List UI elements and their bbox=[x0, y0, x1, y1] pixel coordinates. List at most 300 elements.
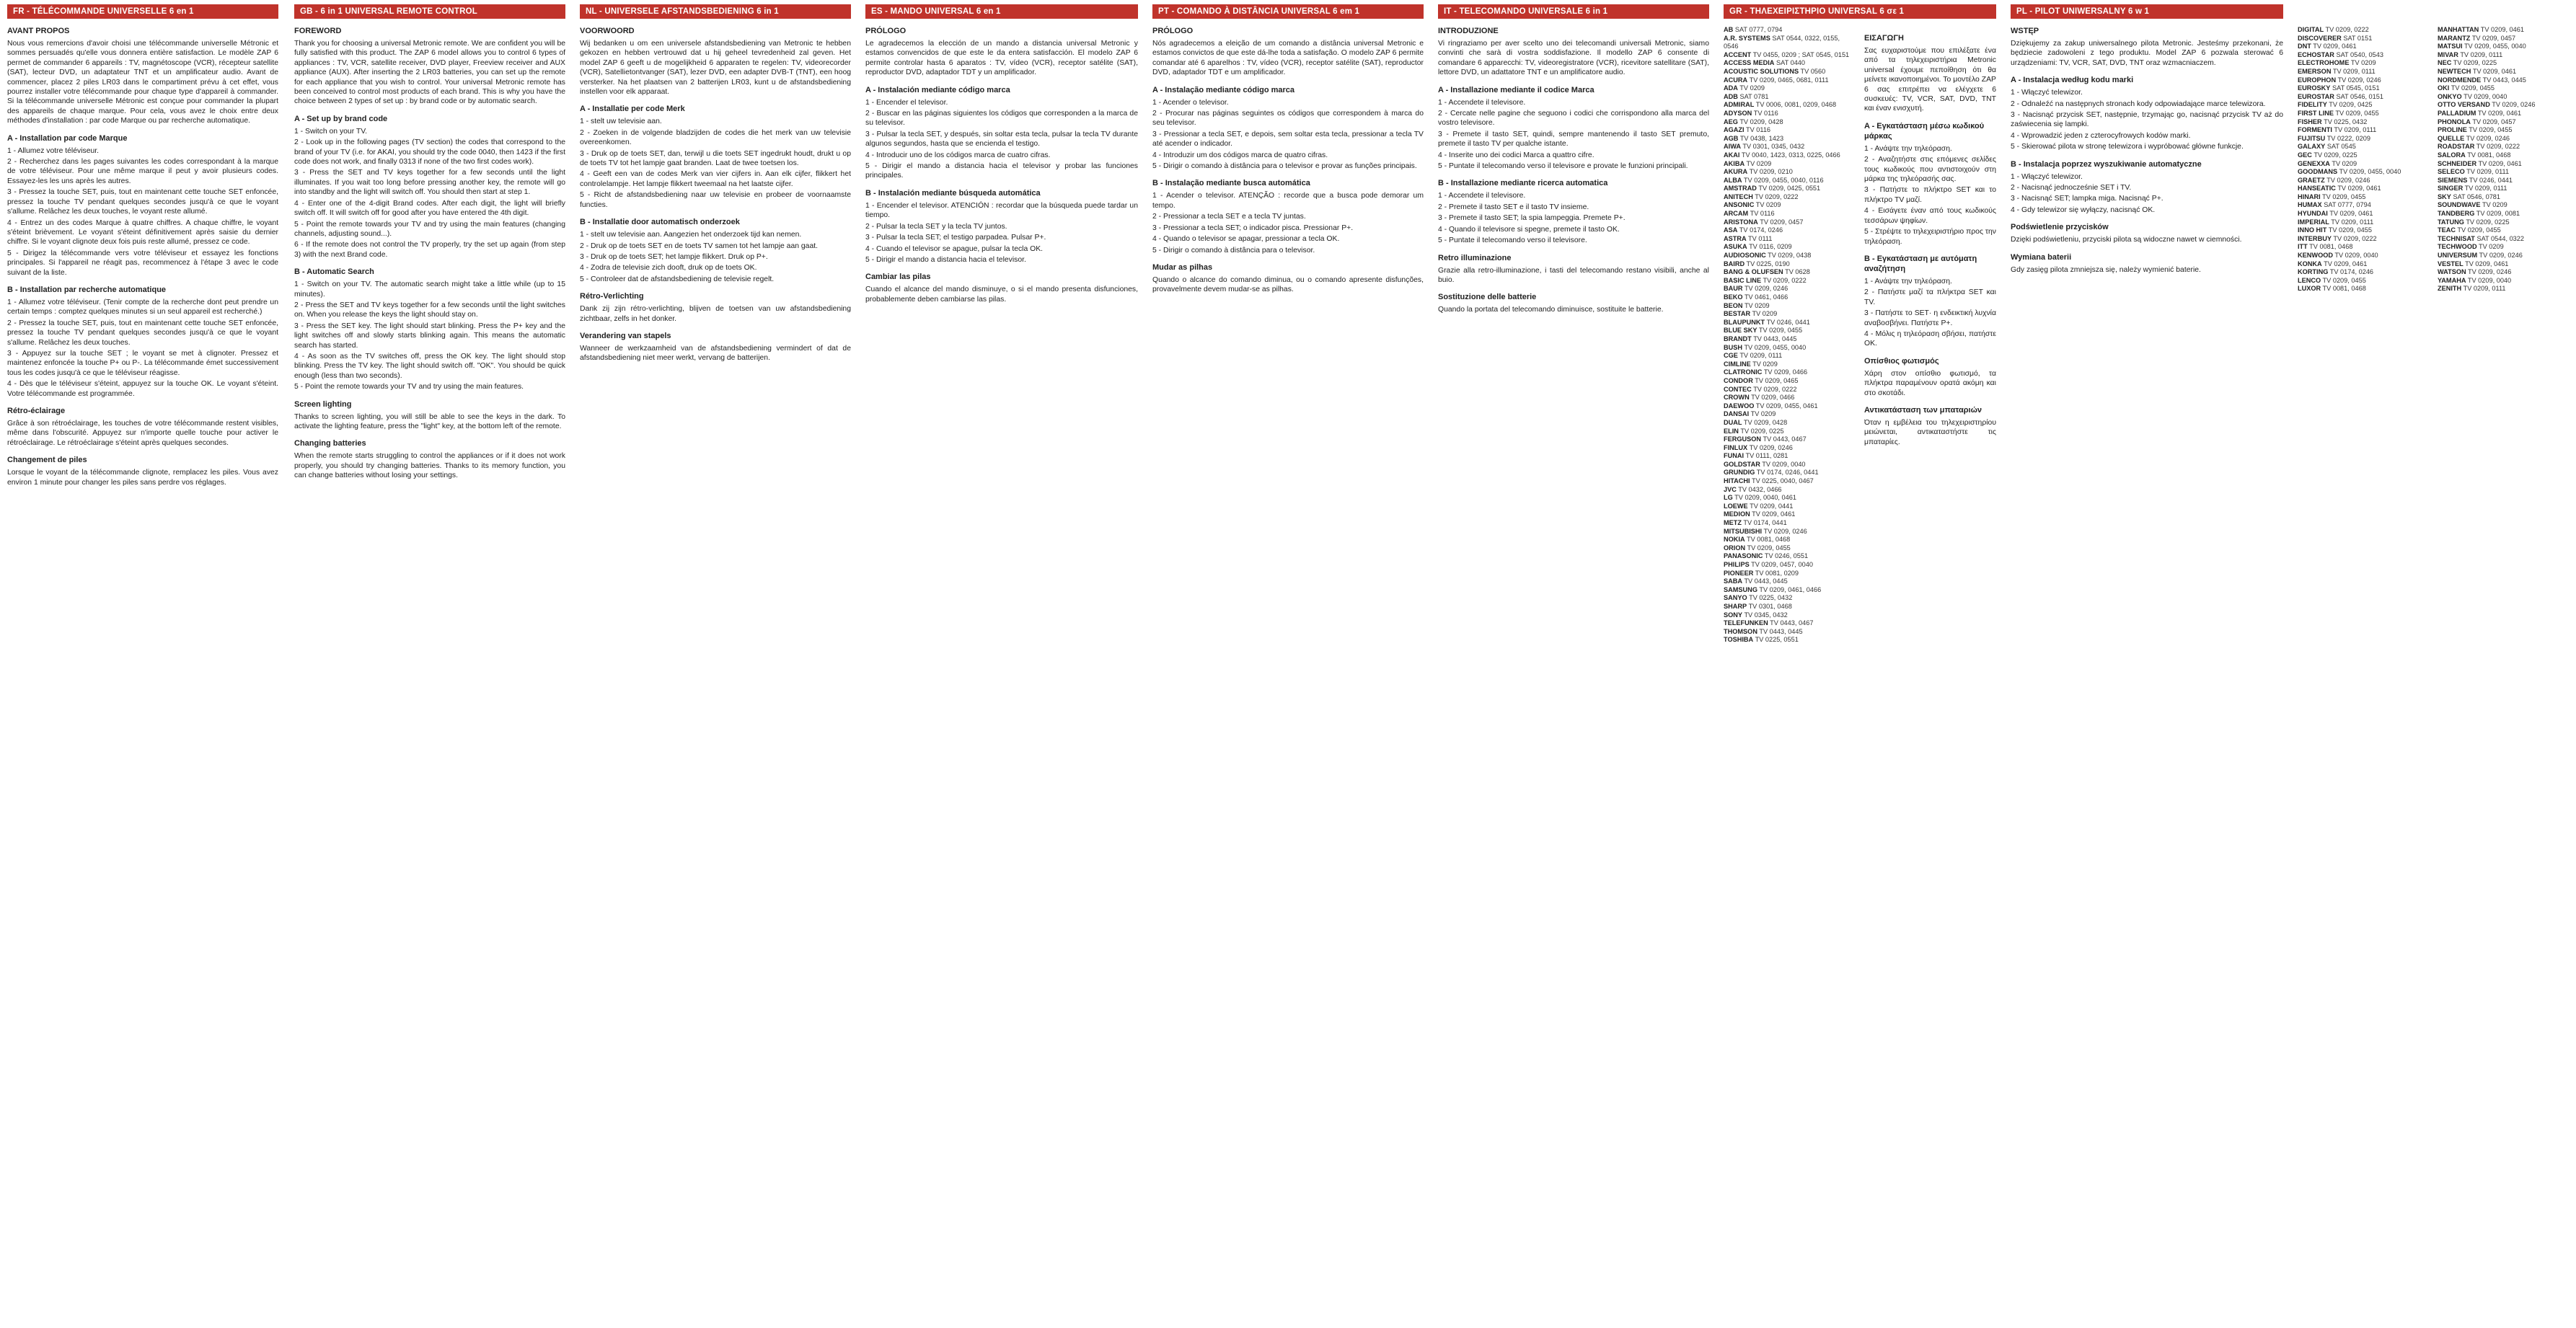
paragraph: 2 - Press the SET and TV keys together for a few seconds until the light switches on. When you release the keys the light should stay on. bbox=[294, 301, 565, 319]
brand-codes: TV 0438, 1423 bbox=[1739, 134, 1784, 142]
brand-code-entry bbox=[2298, 151, 2429, 160]
brand-name: LUXOR bbox=[2298, 285, 2321, 293]
column-header: PL - PILOT UNIWERSALNY 6 w 1 bbox=[2011, 4, 2283, 19]
paragraph: 2 - Zoeken in de volgende bladzijden de codes die het merk van uw televisie overeenkomen. bbox=[580, 128, 851, 147]
brand-codes: TV 0174, 0246, 0441 bbox=[1756, 469, 1819, 477]
brand-codes: TV 0301, 0468 bbox=[1748, 602, 1792, 610]
section-title: B - Instalación mediante búsqueda automática bbox=[865, 188, 1041, 198]
brand-name: HYUNDAI bbox=[2298, 210, 2328, 218]
brand-code-entry bbox=[1724, 51, 1856, 60]
brand-code-entry bbox=[1724, 310, 1856, 319]
brand-code-entry bbox=[1724, 76, 1856, 85]
brand-code-entry bbox=[1724, 368, 1856, 377]
brand-code-entry bbox=[1724, 302, 1856, 311]
brand-code-entry bbox=[1724, 118, 1856, 127]
column-pl bbox=[2003, 0, 2290, 1328]
brand-name: AGAZI bbox=[1724, 126, 1744, 134]
brand-name: YAMAHA bbox=[2438, 276, 2466, 284]
brand-code-entry bbox=[2438, 84, 2569, 93]
section-title: AVANT PROPOS bbox=[7, 27, 70, 35]
brand-code-entry bbox=[1724, 469, 1856, 477]
paragraph: 1 - stelt uw televisie aan. Aangezien het onderzoek tijd kan nemen. bbox=[580, 231, 802, 239]
brand-codes: TV 0209, 0457, 0040 bbox=[1751, 561, 1813, 568]
brand-name: SALORA bbox=[2438, 151, 2466, 159]
brand-codes: TV 0209, 0466 bbox=[1751, 394, 1795, 402]
brand-name: PANASONIC bbox=[1724, 552, 1763, 560]
brand-codes: SAT 0440 bbox=[1776, 59, 1806, 67]
brand-codes: TV 0246, 0441 bbox=[2469, 176, 2513, 184]
instructions-text bbox=[1864, 26, 1996, 645]
paragraph: 2 - Pulsar la tecla SET y la tecla TV juntos. bbox=[865, 222, 1007, 231]
brand-code-entry bbox=[2298, 185, 2429, 193]
brand-code-entry bbox=[2298, 218, 2429, 227]
brand-codes: TV 0174, 0441 bbox=[1743, 519, 1787, 527]
paragraph: 4 - Geeft een van de codes Merk van vier cijfers in. Aan elk cijfer, flikkert het controlelampje. Het lampje flikkert tweemaal na het laatste cijfer. bbox=[580, 170, 851, 188]
section-title: Mudar as pilhas bbox=[1152, 262, 1213, 272]
brand-code-entry bbox=[2438, 160, 2569, 169]
brand-name: PIONEER bbox=[1724, 569, 1754, 577]
brand-code-entry bbox=[1724, 285, 1856, 293]
brand-code-entry bbox=[2298, 43, 2429, 51]
brand-codes: TV 0081, 0468 bbox=[2467, 151, 2511, 159]
brand-name: DISCOVERER bbox=[2298, 34, 2342, 42]
section-title: INTRODUZIONE bbox=[1438, 27, 1499, 35]
brand-code-entry bbox=[2438, 218, 2569, 227]
brand-name: JVC bbox=[1724, 485, 1737, 493]
brand-name: NOKIA bbox=[1724, 536, 1745, 544]
brand-name: HITACHI bbox=[1724, 477, 1750, 485]
brand-name: SAMSUNG bbox=[1724, 585, 1757, 593]
section-title: B - Instalacja poprzez wyszukiwanie automatyczne bbox=[2011, 159, 2202, 169]
brand-code-entry bbox=[1724, 528, 1856, 536]
brand-name: VESTEL bbox=[2438, 260, 2463, 267]
brand-code-entry bbox=[1724, 586, 1856, 595]
brand-code-entry bbox=[2298, 252, 2429, 260]
section-title: B - Instalação mediante busca automática bbox=[1152, 179, 1310, 188]
brand-code-entry bbox=[1724, 110, 1856, 118]
brand-codes: SAT 0151 bbox=[2343, 34, 2373, 42]
brand-codes: TV 0345, 0432 bbox=[1744, 611, 1788, 619]
brand-codes: TV 0225, 0190 bbox=[1746, 260, 1790, 267]
paragraph: When the remote starts struggling to control the appliances or if it does not work properly, you should try changing batteries. Thanks to its memory function, you can change batteries without losing your settings. bbox=[294, 452, 565, 480]
brand-code-entry bbox=[2298, 126, 2429, 135]
brand-name: FUJITSU bbox=[2298, 134, 2326, 142]
brand-code-entry bbox=[1724, 135, 1856, 143]
brand-code-entry bbox=[1724, 93, 1856, 102]
brand-codes: SAT 0781 bbox=[1739, 92, 1769, 100]
column-header: ES - MANDO UNIVERSAL 6 en 1 bbox=[865, 4, 1138, 19]
brand-code-entry bbox=[1724, 235, 1856, 244]
section-title: B - Installazione mediante ricerca automatica bbox=[1438, 179, 1608, 188]
brand-code-entry bbox=[1724, 360, 1856, 369]
brand-codes: TV 0443, 0445 bbox=[1744, 577, 1788, 585]
brand-code-entry bbox=[2438, 252, 2569, 260]
section-title: Podświetlenie przycisków bbox=[2011, 223, 2109, 232]
paragraph: 4 - Μόλις η τηλεόραση σβήσει, πατήστε OK. bbox=[1864, 329, 1996, 348]
column-it bbox=[1431, 0, 1716, 1328]
brand-code-entry bbox=[2298, 93, 2429, 102]
brand-codes: TV 0209, 0222 bbox=[1763, 276, 1807, 284]
brand-codes: TV 0209, 0461 bbox=[2480, 26, 2524, 33]
paragraph: Nous vous remercions d'avoir choisi une télécommande universelle Métronic et sommes persuadés qu'elle vous donnera entière satisfaction. Le modèle ZAP 6 permet de commander 6 appareils : TV, magnétoscope (VCR), récepteur satellite (SAT), lecteur DVD, un adaptateur TNT et un amplificateur audio. Avant de commencer, placez 2 piles LR03 dans le compartiment prévu à cet effet, vous pourrez installer votre télécommande pour chaque type d'appareil à commander. Si la télécommande universelle Métronic est conçue pour commander la plupart des appareils de chaque marque. Pour cela, vous avez le choix entre deux méthodes d'installation : par code Marque ou par recherche automatique. bbox=[7, 40, 278, 125]
brand-codes: TV 0209, 0111 bbox=[2334, 126, 2377, 134]
brand-codes: TV 0209, 0465, 0681, 0111 bbox=[1749, 76, 1829, 84]
brand-name: BESTAR bbox=[1724, 310, 1751, 318]
column-codes bbox=[2290, 0, 2576, 1328]
brand-code-list bbox=[2298, 26, 2429, 293]
brand-code-entry bbox=[2438, 277, 2569, 285]
brand-name: GOLDSTAR bbox=[1724, 460, 1760, 468]
brand-name: WATSON bbox=[2438, 268, 2466, 276]
brand-code-entry bbox=[1724, 352, 1856, 360]
brand-code-entry bbox=[2298, 235, 2429, 244]
brand-code-entry bbox=[1724, 594, 1856, 603]
brand-name: ADYSON bbox=[1724, 109, 1752, 117]
brand-name: EUROSTAR bbox=[2298, 92, 2334, 100]
column-pt bbox=[1145, 0, 1431, 1328]
brand-code-entry bbox=[1724, 410, 1856, 419]
brand-code-entry bbox=[2438, 285, 2569, 293]
brand-code-entry bbox=[1724, 293, 1856, 302]
brand-code-entry bbox=[2438, 118, 2569, 127]
brand-name: ANITECH bbox=[1724, 192, 1753, 200]
paragraph: 2 - Pressionar a tecla SET e a tecla TV juntas. bbox=[1152, 213, 1306, 221]
brand-name: PHONOLA bbox=[2438, 118, 2471, 125]
paragraph: 1 - Acender o televisor. ATENÇÃO : recorde que a busca pode demorar um tempo. bbox=[1152, 192, 1424, 210]
brand-codes: SAT 0546, 0151 bbox=[2336, 92, 2383, 100]
brand-name: ARISTONA bbox=[1724, 218, 1758, 226]
paragraph: 4 - Entrez un des codes Marque à quatre chiffres. A chaque chiffre, le voyant s'éteint brièvement. Le voyant s'éteint définitivement après saisie du dernier chiffre. Si le voyant clignote deux fois puis reste allumé, pressez ce code. bbox=[7, 218, 278, 247]
paragraph: 3 - Premete il tasto SET; la spia lampeggia. Premete P+. bbox=[1438, 214, 1626, 223]
brand-name: BANG & OLUFSEN bbox=[1724, 268, 1783, 276]
brand-name: PALLADIUM bbox=[2438, 109, 2476, 117]
brand-name: HINARI bbox=[2298, 192, 2321, 200]
brand-code-entry bbox=[2298, 110, 2429, 118]
paragraph: 4 - Dès que le téléviseur s'éteint, appuyez sur la touche OK. Le voyant s'éteint. Votre télécommande est programmée. bbox=[7, 380, 278, 398]
brand-codes: SAT 0544, 0322 bbox=[2476, 234, 2525, 242]
brand-code-entry bbox=[1724, 143, 1856, 151]
brand-codes: TV 0111 bbox=[1748, 234, 1773, 242]
section-title: Cambiar las pilas bbox=[865, 273, 931, 282]
brand-name: ADB bbox=[1724, 92, 1738, 100]
brand-name: A.R. SYSTEMS bbox=[1724, 34, 1770, 42]
paragraph: 4 - Wprowadzić jeden z czterocyfrowych kodów marki. bbox=[2011, 131, 2191, 140]
brand-name: NEC bbox=[2438, 59, 2452, 67]
brand-codes: TV 0209 bbox=[1744, 301, 1770, 309]
section-title: B - Εγκατάσταση με αυτόματη αναζήτηση bbox=[1864, 254, 1977, 273]
paragraph: Cuando el alcance del mando disminuye, o si el mando presenta disfunciones, probablemente deben cambiarse las pilas. bbox=[865, 285, 1138, 304]
brand-code-entry bbox=[1724, 319, 1856, 327]
brand-codes: TV 0209 bbox=[1752, 360, 1778, 368]
brand-name: TOSHIBA bbox=[1724, 636, 1754, 644]
brand-codes: TV 0209, 0461 bbox=[2478, 159, 2522, 167]
brand-name: AEG bbox=[1724, 118, 1738, 125]
brand-name: TELEFUNKEN bbox=[1724, 619, 1768, 627]
brand-codes: TV 0209, 0455 bbox=[2328, 226, 2372, 234]
brand-name: GRUNDIG bbox=[1724, 469, 1755, 477]
brand-codes: TV 0209, 0461 bbox=[2472, 67, 2517, 75]
brand-codes: SAT 0777, 0794 bbox=[2324, 201, 2371, 209]
paragraph: Nós agradecemos a eleição de um comando a distância universal Metronic e estamos convictos de que este dá-lhe toda a satisfação. O modelo ZAP 6 permite comandar até 6 aparelhos : TV, vídeo (VCR), receptor satélite (SAT), reproductor DVD, adaptador TDT e um amplificador. bbox=[1152, 40, 1424, 77]
paragraph: 3 - Nacisnąć SET; lampka miga. Nacisnąć P+. bbox=[2011, 195, 2163, 203]
paragraph: 5 - Point the remote towards your TV and try using the main features. bbox=[294, 383, 524, 391]
brand-codes: TV 0116 bbox=[1745, 126, 1771, 134]
brand-name: SHARP bbox=[1724, 602, 1747, 610]
paragraph: 2 - Pressez la touche SET, puis, tout en maintenant cette touche SET enfoncée, pressez la touche TV pendant quelques secondes jusqu'à ce que le voyant s'allume. Relâchez les deux touches. bbox=[7, 319, 278, 347]
paragraph: Σας ευχαριστούμε που επιλέξατε ένα από τα τηλεχειριστήρια Metronic universal έχουμε πεποίθηση ότι θα μείνετε ικανοποιημένοι. Το μοντέλο ZAP 6 σας επιτρέπει να ελέγχετε 6 συσκευές: TV, VCR, SAT, DVD, TNT και έναν ενισχυτή. bbox=[1864, 47, 1996, 113]
brand-code-entry bbox=[1724, 570, 1856, 578]
brand-name: GRAETZ bbox=[2298, 176, 2325, 184]
brand-code-entry bbox=[1724, 452, 1856, 461]
brand-codes: TV 0111, 0281 bbox=[1745, 452, 1788, 460]
brand-codes: TV 0209 bbox=[2482, 201, 2507, 209]
brand-code-entry bbox=[1724, 177, 1856, 185]
brand-code-entry bbox=[1724, 486, 1856, 495]
brand-name: PHILIPS bbox=[1724, 561, 1750, 568]
brand-name: ECHOSTAR bbox=[2298, 50, 2334, 58]
paragraph: 1 - Ανάψτε την τηλεόραση. bbox=[1864, 277, 1952, 285]
paragraph: Thanks to screen lighting, you will still be able to see the keys in the dark. To activate the lighting feature, press the "light" key, at the bottom left of the remote. bbox=[294, 412, 565, 430]
paragraph: 4 - Quando il televisore si spegne, premete il tasto OK. bbox=[1438, 225, 1620, 234]
brand-codes: TV 0006, 0081, 0209, 0468 bbox=[1755, 101, 1837, 109]
brand-codes: TV 0209, 0246 bbox=[1763, 527, 1807, 535]
brand-code-entry bbox=[1724, 252, 1856, 260]
brand-code-entry bbox=[1724, 603, 1856, 611]
brand-codes: SAT 0545, 0151 bbox=[2332, 84, 2380, 92]
section-title: Αντικατάσταση των μπαταριών bbox=[1864, 405, 1982, 415]
brand-codes: TV 0209 bbox=[1755, 201, 1781, 209]
brand-name: GEC bbox=[2298, 151, 2312, 159]
brand-codes: TV 0081, 0468 bbox=[2322, 285, 2366, 293]
section-title: A - Εγκατάσταση μέσω κωδικού μάρκας bbox=[1864, 121, 1985, 141]
brand-code-entry bbox=[2438, 210, 2569, 218]
brand-code-entry bbox=[2298, 168, 2429, 177]
paragraph: 1 - Encender el televisor. ATENCIÓN : recordar que la búsqueda puede tardar un tiempo. bbox=[865, 201, 1138, 220]
brand-code-entry bbox=[2298, 51, 2429, 60]
paragraph: 3 - Pressionar a tecla SET, e depois, sem soltar esta tecla, pressionar a tecla TV até acender o indicador. bbox=[1152, 130, 1424, 149]
paragraph: 5 - Στρέψτε το τηλεχειριστήριο προς την τηλεόραση. bbox=[1864, 228, 1996, 246]
brand-codes: TV 0209, 0111 bbox=[2332, 67, 2376, 75]
paragraph: 4 - Gdy telewizor się wyłączy, nacisnąć OK. bbox=[2011, 205, 2156, 214]
section-title: Rétro-Verlichting bbox=[580, 292, 644, 301]
brand-code-entry bbox=[2438, 226, 2569, 235]
brand-name: AKIBA bbox=[1724, 159, 1745, 167]
brand-code-entry bbox=[1724, 536, 1856, 544]
brand-name: FIDELITY bbox=[2298, 101, 2327, 109]
brand-code-entry bbox=[1724, 101, 1856, 110]
brand-name: MIVAR bbox=[2438, 50, 2458, 58]
column-header: NL - UNIVERSELE AFSTANDSBEDIENING 6 in 1 bbox=[580, 4, 851, 19]
brand-code-entry bbox=[2298, 177, 2429, 185]
brand-name: THOMSON bbox=[1724, 627, 1757, 635]
brand-name: FORMENTI bbox=[2298, 126, 2332, 134]
brand-codes: TV 0209, 0457 bbox=[1760, 218, 1804, 226]
brand-codes: TV 0209, 0461 bbox=[2465, 260, 2509, 267]
brand-code-entry bbox=[1724, 243, 1856, 252]
brand-codes: TV 0209, 0461, 0466 bbox=[1759, 585, 1822, 593]
brand-name: GENEXXA bbox=[2298, 159, 2330, 167]
brand-code-entry bbox=[1724, 193, 1856, 202]
brand-codes: TV 0209, 0455 bbox=[2457, 226, 2501, 234]
paragraph: 5 - Dirigir o comando à distância para o televisor e provar as funções principais. bbox=[1152, 162, 1417, 171]
brand-name: LOEWE bbox=[1724, 502, 1748, 510]
paragraph: Wanneer de werkzaamheid van de afstandsbediening vermindert of dat de afstandsbediening niet meer werkt, vervang de batterijen. bbox=[580, 344, 851, 363]
brand-code-entry bbox=[2298, 201, 2429, 210]
brand-code-entry bbox=[2438, 26, 2569, 35]
section-title: A - Installation par code Marque bbox=[7, 133, 128, 143]
paragraph: Thank you for choosing a universal Metronic remote. We are confident you will be fully satisfied with this product. The ZAP 6 model allows you to control 6 types of appliances : TV, VCR, satellite receiver, DVD player, Freeview receiver and AUX appliance (AUX). After inserting the 2 LR03 batteries, you can set up the remote for each appliance that you wish to control. Your universal Metronic remote has been conceived to control most products of each brand. This is why you have the choice between 2 types of set up : by brand code or by automatic search. bbox=[294, 40, 565, 106]
paragraph: Gdy zasięg pilota zmniejsza się, należy wymienić baterie. bbox=[2011, 265, 2201, 274]
section-title: A - Installazione mediante il codice Marca bbox=[1438, 85, 1594, 94]
brand-name: MARANTZ bbox=[2438, 34, 2471, 42]
brand-codes: TV 0209, 0461 bbox=[2337, 185, 2381, 192]
brand-codes: TV 0174, 0246 bbox=[2329, 268, 2374, 276]
section-title: B - Automatic Search bbox=[294, 267, 374, 277]
brand-codes: TV 0209, 0111 bbox=[2463, 285, 2506, 293]
brand-codes: TV 0209 bbox=[2350, 59, 2376, 67]
paragraph: 1 - Włączyć telewizor. bbox=[2011, 89, 2083, 97]
paragraph: Le agradecemos la elección de un mando a distancia universal Metronic y estamos convencidos de que este le da entera satisfacción. El modelo ZAP 6 permite controlar hasta 6 aparatos : TV, vídeo (VCR), receptor satélite (SAT), reproductor DVD, adaptador TDT y un amplificador. bbox=[865, 40, 1138, 77]
brand-name: UNIVERSUM bbox=[2438, 252, 2478, 260]
brand-codes: TV 0455, 0209 ; SAT 0545, 0151 bbox=[1752, 50, 1850, 58]
column-fr bbox=[0, 0, 286, 1328]
brand-name: SELECO bbox=[2438, 168, 2465, 176]
brand-codes: TV 0209, 0040 bbox=[2467, 276, 2512, 284]
brand-codes: TV 0443, 0445 bbox=[1753, 335, 1797, 342]
paragraph: 4 - Cuando el televisor se apague, pulsar la tecla OK. bbox=[865, 244, 1044, 253]
brand-code-list bbox=[1724, 26, 1856, 645]
brand-name: SINGER bbox=[2438, 185, 2463, 192]
paragraph: 2 - Premete il tasto SET e il tasto TV insieme. bbox=[1438, 203, 1589, 211]
brand-code-entry bbox=[2298, 76, 2429, 85]
brand-name: FISHER bbox=[2298, 118, 2322, 125]
brand-codes: TV 0443, 0467 bbox=[1763, 435, 1807, 443]
brand-codes: TV 0209, 0461 bbox=[2313, 43, 2357, 50]
brand-codes: TV 0209, 0428 bbox=[1739, 118, 1783, 125]
brand-codes: TV 0209, 0455 bbox=[2322, 276, 2366, 284]
brand-name: CIMLINE bbox=[1724, 360, 1751, 368]
brand-name: DNT bbox=[2298, 43, 2311, 50]
section-title: A - Instalación mediante código marca bbox=[865, 85, 1010, 94]
brand-code-entry bbox=[1724, 628, 1856, 637]
brand-codes: TV 0209 bbox=[2479, 243, 2504, 251]
paragraph: 3 - Druk op de toets SET, dan, terwijl u die toets SET ingedrukt houdt, drukt u op de toets TV tot het lampje gaat branden. Laat de twee toetsen los. bbox=[580, 149, 851, 168]
brand-code-entry bbox=[1724, 510, 1856, 519]
brand-name: METZ bbox=[1724, 519, 1742, 527]
brand-name: DANSAI bbox=[1724, 410, 1750, 418]
brand-codes: TV 0443, 0467 bbox=[1770, 619, 1814, 627]
brand-name: TANDBERG bbox=[2438, 210, 2475, 218]
brand-codes: TV 0209, 0246 bbox=[2326, 176, 2370, 184]
brand-codes: TV 0209 bbox=[1750, 410, 1776, 418]
brand-code-entry bbox=[2438, 135, 2569, 143]
column-gb bbox=[287, 0, 573, 1328]
column-gr bbox=[1716, 0, 2003, 1328]
brand-code-entry bbox=[2438, 126, 2569, 135]
section-title: Sostituzione delle batterie bbox=[1438, 293, 1537, 302]
section-title: A - Installatie per code Merk bbox=[580, 105, 685, 114]
brand-codes: TV 0209, 0222 bbox=[2476, 143, 2520, 151]
paragraph: 2 - Odnaleźć na następnych stronach kody odpowiadające marce telewizora. bbox=[2011, 99, 2266, 108]
column-header: GB - 6 in 1 UNIVERSAL REMOTE CONTROL bbox=[294, 4, 565, 19]
brand-codes: TV 0209, 0457 bbox=[2471, 34, 2516, 42]
paragraph: 1 - Encender el televisor. bbox=[865, 98, 948, 107]
brand-name: ACURA bbox=[1724, 76, 1748, 84]
paragraph: 5 - Skierować pilota w stronę telewizora i wypróbować główne funkcje. bbox=[2011, 143, 2244, 151]
brand-codes: TV 0209, 0455, 0040 bbox=[2463, 43, 2526, 50]
brand-code-entry bbox=[2438, 151, 2569, 160]
brand-codes: TV 0560 bbox=[1800, 67, 1826, 75]
brand-name: CONDOR bbox=[1724, 376, 1753, 384]
brand-code-entry bbox=[1724, 277, 1856, 285]
brand-name: BEON bbox=[1724, 301, 1743, 309]
brand-name: BLUE SKY bbox=[1724, 327, 1757, 335]
brand-name: EUROSKY bbox=[2298, 84, 2331, 92]
brand-name: ADMIRAL bbox=[1724, 101, 1755, 109]
brand-name: IMPERIAL bbox=[2298, 218, 2329, 226]
paragraph: 3 - Premete il tasto SET, quindi, sempre mantenendo il tasto SET premuto, premete il tasto TV per qualche istante. bbox=[1438, 130, 1709, 149]
paragraph: 1 - Acender o televisor. bbox=[1152, 98, 1229, 107]
brand-name: ELECTROHOME bbox=[2298, 59, 2350, 67]
brand-name: ANSONIC bbox=[1724, 201, 1755, 209]
brand-codes: TV 0209, 0246 bbox=[1744, 285, 1788, 293]
brand-codes: TV 0628 bbox=[1785, 268, 1810, 276]
brand-codes: TV 0209, 0081 bbox=[2476, 210, 2520, 218]
paragraph: 3 - Πατήστε το πλήκτρο SET και το πλήκτρο TV μαζί. bbox=[1864, 186, 1996, 204]
brand-codes: TV 0209, 0040, 0461 bbox=[1734, 494, 1796, 502]
brand-codes: TV 0209, 0455 bbox=[2469, 126, 2513, 134]
paragraph: 5 - Dirigez la télécommande vers votre téléviseur et essayez les fonctions principales. Si l'appareil ne réagit pas, recommencez à l'étape 3 avec le code suivant de la liste. bbox=[7, 249, 278, 277]
brand-code-entry bbox=[1724, 552, 1856, 561]
brand-name: NORDMENDE bbox=[2438, 76, 2482, 84]
paragraph: 1 - stelt uw televisie aan. bbox=[580, 118, 662, 126]
brand-codes: SAT 0545 bbox=[2326, 143, 2356, 151]
brand-codes: TV 0209, 0455 bbox=[2322, 192, 2366, 200]
section-title: B - Installatie door automatisch onderzoek bbox=[580, 218, 740, 227]
brand-codes: TV 0209, 0225 bbox=[2453, 59, 2497, 67]
paragraph: 1 - Ανάψτε την τηλεόραση. bbox=[1864, 144, 1952, 153]
brand-codes: TV 0225, 0551 bbox=[1755, 636, 1799, 644]
brand-codes: TV 0209, 0111 bbox=[2460, 50, 2503, 58]
brand-code-entry bbox=[1724, 419, 1856, 428]
brand-code-entry bbox=[1724, 519, 1856, 528]
brand-name: KONKA bbox=[2298, 260, 2322, 267]
brand-name: TEAC bbox=[2438, 226, 2456, 234]
paragraph: 4 - Quando o televisor se apagar, pressionar a tecla OK. bbox=[1152, 235, 1340, 244]
section-title: ΕΙΣΑΓΩΓΗ bbox=[1864, 34, 1904, 43]
paragraph: 1 - Allumez votre téléviseur. bbox=[7, 146, 100, 155]
brand-name: SANYO bbox=[1724, 594, 1747, 602]
section-title: Οπίσθιος φωτισμός bbox=[1864, 356, 1939, 366]
brand-code-entry bbox=[2438, 177, 2569, 185]
brand-code-entry bbox=[2438, 76, 2569, 85]
brand-name: BLAUPUNKT bbox=[1724, 318, 1765, 326]
brand-codes: TV 0209, 0455 bbox=[2335, 109, 2379, 117]
brand-code-entry bbox=[1724, 477, 1856, 486]
section-title: Retro illuminazione bbox=[1438, 253, 1512, 262]
brand-code-entry bbox=[1724, 201, 1856, 210]
section-title: PRÓLOGO bbox=[865, 27, 907, 35]
brand-codes: TV 0116 bbox=[1750, 210, 1775, 218]
brand-code-entry bbox=[2298, 35, 2429, 43]
brand-codes: TV 0209, 0222 bbox=[1755, 192, 1799, 200]
brand-code-list bbox=[2438, 26, 2569, 293]
brand-codes: TV 0209, 0222 bbox=[1753, 385, 1797, 393]
section-title: WSTĘP bbox=[2011, 27, 2039, 35]
brand-name: ORION bbox=[1724, 544, 1746, 552]
brand-codes: TV 0209, 0246 bbox=[2337, 76, 2381, 84]
brand-name: INNO HIT bbox=[2298, 226, 2327, 234]
